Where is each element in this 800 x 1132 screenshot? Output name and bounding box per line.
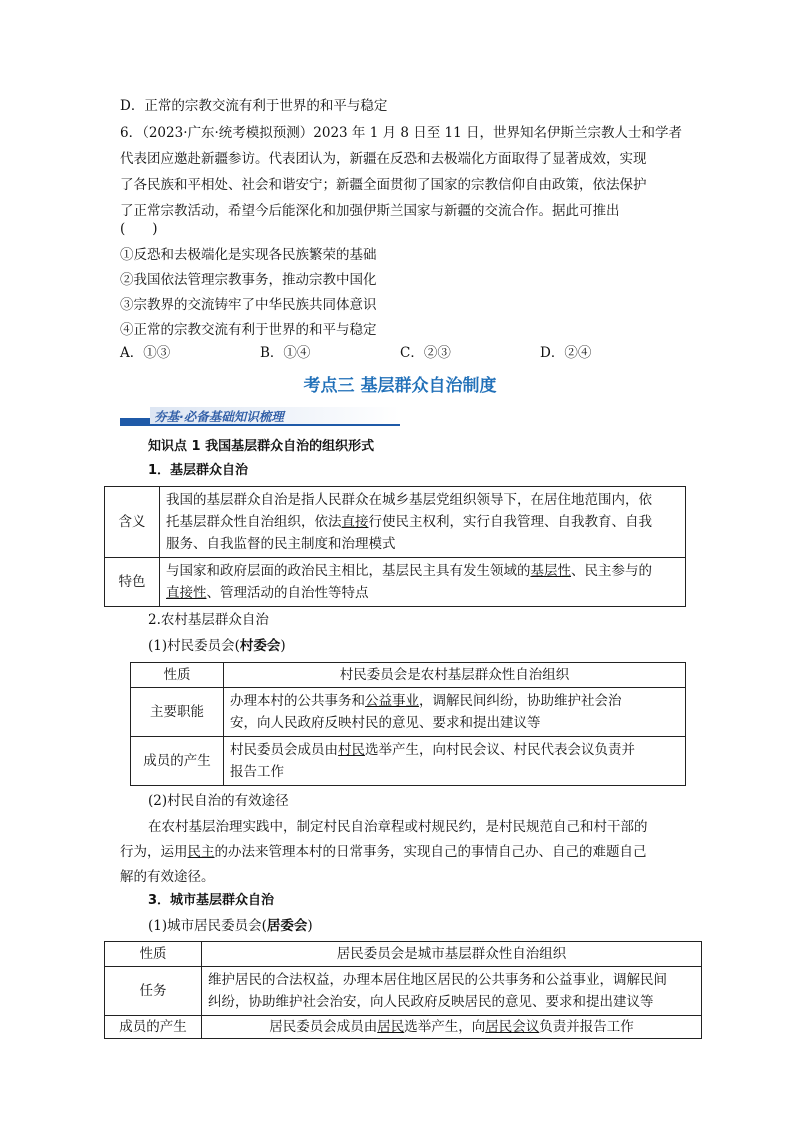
table-cell (224, 737, 686, 786)
cell-line: 服务、自我监督的民主制度和治理模式 (166, 536, 396, 552)
paragraph-text: 的办法来管理本村的日常事务，实现自己的事情自己办、自己的难题自己 (214, 844, 647, 860)
cell-line: 维护居民的合法权益，办理本居住地区居民的公共事务和公益事业，调解民间 (208, 972, 667, 988)
heading-2: 2.农村基层群众自治 (148, 612, 269, 628)
paragraph-line: 解的有效途径。 (120, 869, 215, 885)
table-cell: 村民委员会是农村基层群众性自治组织 (224, 663, 686, 688)
cell-line (166, 511, 679, 533)
cell-text: 托基层群众性自治组织，依法 (166, 514, 342, 530)
table-cell: 居民委员会是城市基层群众性自治组织 (202, 942, 702, 967)
cell-text: 行使民主权利，实行自我管理、自我教育、自我 (368, 514, 652, 530)
q6-item-1: ①反恐和去极端化是实现各民族繁荣的基础 (120, 247, 377, 263)
underlined-term: 直接性 (166, 585, 207, 601)
table-row (105, 1016, 702, 1039)
cell-text: ，调解民间纠纷，协助维护社会治 (419, 693, 622, 709)
cell-line (230, 690, 679, 712)
q6-paren: ( ) (120, 221, 158, 237)
q6-line-2: 代表团应邀赴新疆参访。代表团认为，新疆在反恐和去极端化方面取得了显著成效，实现 (120, 151, 647, 167)
paragraph-line: 在农村基层治理实践中，制定村民自治章程或村规民约，是村民规范自己和村干部的 (148, 819, 648, 835)
table-label: 特色 (105, 558, 160, 607)
cell-line: 纠纷，协助维护社会治安，向人民政府反映居民的意见、要求和提出建议等 (208, 994, 654, 1010)
table-label: 成员的产生 (105, 1016, 202, 1039)
table-cell (224, 688, 686, 737)
section-title: 考点三 基层群众自治制度 (303, 376, 497, 396)
table-cell (202, 967, 702, 1016)
q6-option-c: C．②③ (400, 345, 451, 361)
q6-option-b: B．①④ (260, 345, 311, 361)
underlined-term: 村民 (338, 742, 365, 758)
underlined-term: 公益事业 (365, 693, 419, 709)
table-label: 性质 (131, 663, 224, 688)
q6-line-3: 了各民族和平相处、社会和谐安宁；新疆全面贯彻了国家的宗教信仰自由政策，依法保护 (120, 177, 647, 193)
table-label: 成员的产生 (131, 737, 224, 786)
table-residents-committee (104, 941, 702, 1039)
table-row (105, 942, 702, 967)
table-row (131, 663, 686, 688)
table-grassroots (104, 486, 686, 607)
cell-text: 居民委员会成员由 (269, 1019, 378, 1035)
section-banner (120, 405, 400, 427)
table-label: 任务 (105, 967, 202, 1016)
q6-item-4: ④正常的宗教交流有利于世界的和平与稳定 (120, 322, 377, 338)
heading-3-1 (148, 917, 313, 935)
cell-text: 与国家和政府层面的政治民主相比，基层民主具有发生领域的 (166, 563, 531, 579)
table-row (105, 558, 686, 607)
table-village-committee (130, 662, 686, 786)
heading-bold-text: 居委会 (266, 918, 308, 934)
cell-text: 、管理活动的自治性等特点 (206, 585, 369, 601)
cell-text: 选举产生，向 (404, 1019, 486, 1035)
underlined-term: 基层性 (530, 563, 571, 579)
table-row (105, 487, 686, 558)
table-label: 含义 (105, 487, 160, 558)
q6-option-d: D．②④ (540, 345, 592, 361)
cell-line: 安，向人民政府反映村民的意见、要求和提出建议等 (230, 715, 541, 731)
prev-option-d: D．正常的宗教交流有利于世界的和平与稳定 (120, 98, 388, 114)
cell-line (166, 582, 679, 604)
table-row (131, 688, 686, 737)
cell-line (166, 560, 679, 582)
q6-line-4: 了正常宗教活动，希望今后能深化和加强伊斯兰国家与新疆的交流合作。据此可推出 (120, 203, 620, 219)
heading-2-2: (2)村民自治的有效途径 (148, 793, 289, 809)
heading-text: ) (280, 638, 286, 654)
table-label: 主要职能 (131, 688, 224, 737)
heading-text: (1)村民委员会( (148, 638, 240, 654)
heading-2-1 (148, 637, 286, 655)
table-cell (160, 487, 686, 558)
table-row (105, 967, 702, 1016)
table-cell (160, 558, 686, 607)
heading-3: 3．城市基层群众自治 (148, 893, 275, 908)
table-cell (202, 1016, 702, 1039)
cell-text: 村民委员会成员由 (230, 742, 338, 758)
heading-bold-text: 村委会 (239, 638, 281, 654)
banner-underline (120, 424, 400, 426)
heading-text: (1)城市居民委员会( (148, 918, 267, 934)
heading-text: ) (307, 918, 313, 934)
table-row (131, 737, 686, 786)
underlined-term: 民主 (187, 844, 215, 860)
cell-text: 选举产生，向村民会议、村民代表会议负责并 (365, 742, 635, 758)
paragraph-text: 行为，运用 (120, 844, 188, 860)
cell-line: 我国的基层群众自治是指人民群众在城乡基层党组织领导下，在居住地范围内，依 (166, 492, 652, 508)
q6-line-1: 6．（2023·广东·统考模拟预测）2023 年 1 月 8 日至 11 日，世界知名伊斯兰宗教人士和学者 (120, 125, 683, 141)
underlined-term: 居民 (377, 1019, 405, 1035)
cell-line (230, 739, 679, 761)
q6-item-2: ②我国依法管理宗教事务，推动宗教中国化 (120, 272, 377, 288)
heading-1: 1．基层群众自治 (148, 463, 249, 478)
q6-item-3: ③宗教界的交流铸牢了中华民族共同体意识 (120, 297, 377, 313)
cell-text: 办理本村的公共事务和 (230, 693, 365, 709)
underlined-term: 直接 (341, 514, 369, 530)
paragraph-line (120, 843, 647, 861)
cell-text: 、民主参与的 (571, 563, 652, 579)
table-label: 性质 (105, 942, 202, 967)
q6-option-a: A．①③ (120, 345, 171, 361)
cell-line: 报告工作 (230, 764, 284, 780)
knowledge-point-title: 知识点 1 我国基层群众自治的组织形式 (148, 439, 375, 454)
underlined-term: 居民会议 (485, 1019, 540, 1035)
cell-text: 负责并报告工作 (539, 1019, 634, 1035)
banner-text: 夯基·必备基础知识梳理 (154, 409, 284, 424)
